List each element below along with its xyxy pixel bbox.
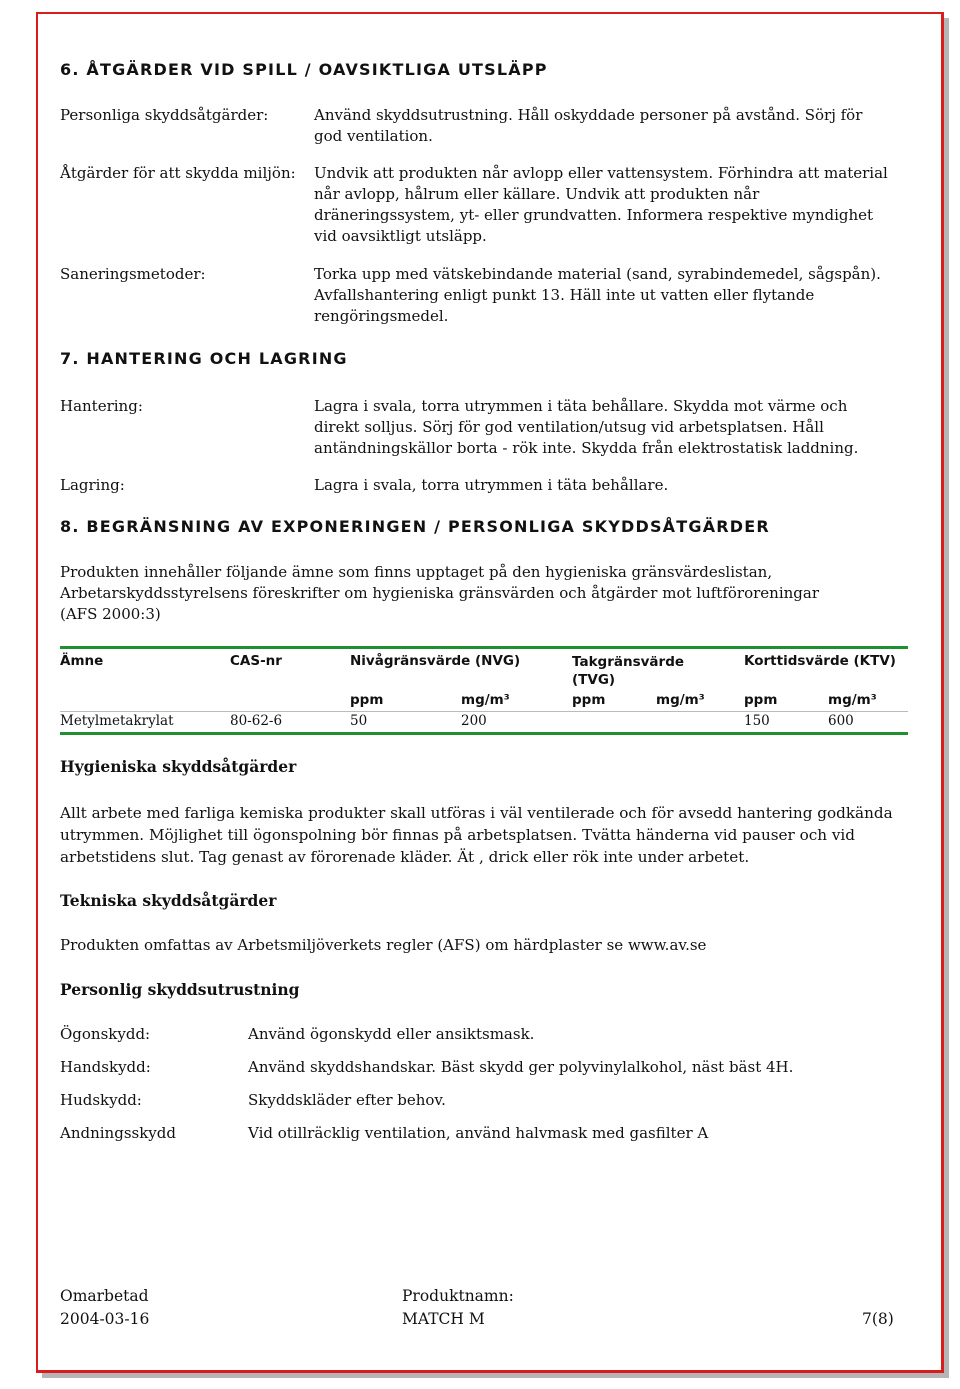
eye-protection-value: Använd ögonskydd eller ansiktsmask. (248, 1025, 535, 1043)
cell-nvg-mg: 200 (461, 713, 487, 729)
unit-mg-nvg: mg/m³ (461, 692, 510, 708)
personal-protection-text (314, 105, 862, 147)
storage-label: Lagring: (60, 476, 125, 494)
text-line: Avfallshantering enligt punkt 13. Häll inte ut vatten eller flytande (314, 286, 815, 304)
text-line: Lagra i svala, torra utrymmen i täta behållare. Skydda mot värme och (314, 397, 848, 415)
cell-ktv-ppm: 150 (744, 713, 770, 729)
ppe-heading: Personlig skyddsutrustning (60, 980, 300, 999)
environment-label: Åtgärder för att skydda miljön: (60, 164, 296, 182)
unit-mg-tvg: mg/m³ (656, 692, 705, 708)
table-header-ktv: Korttidsvärde (KTV) (744, 653, 896, 669)
technical-text: Produkten omfattas av Arbetsmiljöverkets regler (AFS) om härdplaster se www.av.se (60, 936, 707, 954)
unit-ppm-nvg: ppm (350, 692, 384, 708)
unit-ppm-ktv: ppm (744, 692, 778, 708)
respiratory-protection-value: Vid otillräcklig ventilation, använd halvmask med gasfilter A (248, 1124, 709, 1142)
cleanup-label: Saneringsmetoder: (60, 265, 206, 283)
hand-protection-value: Använd skyddshandskar. Bäst skydd ger polyvinylalkohol, näst bäst 4H. (248, 1058, 794, 1076)
hygiene-text (60, 802, 893, 868)
text-line: når avlopp, hålrum eller källare. Undvik att produkten når (314, 185, 760, 203)
storage-text: Lagra i svala, torra utrymmen i täta behållare. (314, 476, 669, 494)
text-line: Allt arbete med farliga kemiska produkter skall utföras i väl ventilerade och för avsedd hantering godkända (60, 804, 893, 822)
text-line: god ventilation. (314, 127, 433, 145)
text-line: rengöringsmedel. (314, 307, 449, 325)
text-line: utrymmen. Möjlighet till ögonspolning bör finnas på arbetsplatsen. Tvätta händerna vid pauser och vid (60, 826, 856, 844)
respiratory-protection-label: Andningsskydd (60, 1124, 176, 1142)
technical-heading: Tekniska skyddsåtgärder (60, 891, 277, 910)
table-header-nvg: Nivågränsvärde (NVG) (350, 653, 521, 669)
text-line: dräneringssystem, yt- eller grundvatten. Informera respektive myndighet (314, 206, 874, 224)
hand-protection-label: Handskydd: (60, 1058, 151, 1076)
table-header-tvg (572, 653, 684, 689)
skin-protection-label: Hudskydd: (60, 1091, 142, 1109)
cell-ktv-mg: 600 (828, 713, 854, 729)
text-line: Arbetarskyddsstyrelsens föreskrifter om hygieniska gränsvärden och åtgärder mot luftföroreningar (60, 584, 819, 602)
hygiene-heading: Hygieniska skyddsåtgärder (60, 757, 297, 776)
cleanup-text (314, 264, 881, 327)
section-8-heading: 8. BEGRÄNSNING AV EXPONERINGEN / PERSONLIGA SKYDDSÅTGÄRDER (60, 517, 770, 536)
text-line: Produkten innehåller följande ämne som finns upptaget på den hygieniska gränsvärdeslistan, (60, 563, 773, 581)
cell-substance: Metylmetakrylat (60, 713, 174, 729)
text-line: arbetstidens slut. Tag genast av förorenade kläder. Ät , drick eller rök inte under arbetet. (60, 848, 750, 866)
skin-protection-value: Skyddskläder efter behov. (248, 1091, 446, 1109)
cell-nvg-ppm: 50 (350, 713, 368, 729)
section-6-heading: 6. ÅTGÄRDER VID SPILL / OAVSIKTLIGA UTSLÄPP (60, 60, 548, 79)
section-7-heading: 7. HANTERING OCH LAGRING (60, 349, 348, 368)
footer-product-name: MATCH M (402, 1310, 485, 1328)
header-line: (TVG) (572, 672, 616, 688)
section-8-intro (60, 562, 819, 625)
footer-revised-date: 2004-03-16 (60, 1310, 150, 1328)
text-line: antändningskällor borta - rök inte. Skydda från elektrostatisk laddning. (314, 439, 859, 457)
table-header-cas: CAS-nr (230, 653, 282, 669)
table-top-rule (60, 646, 908, 649)
table-header-substance: Ämne (60, 653, 104, 669)
handling-label: Hantering: (60, 397, 143, 415)
footer-product-label: Produktnamn: (402, 1287, 514, 1305)
text-line: vid oavsiktligt utsläpp. (314, 227, 487, 245)
table-mid-rule (60, 711, 908, 712)
footer-page-number: 7(8) (862, 1310, 894, 1328)
text-line: (AFS 2000:3) (60, 605, 161, 623)
table-row (0, 713, 960, 733)
text-line: Använd skyddsutrustning. Håll oskyddade personer på avstånd. Sörj för (314, 106, 863, 124)
text-line: Torka upp med vätskebindande material (sand, syrabindemedel, sågspån). (314, 265, 881, 283)
eye-protection-label: Ögonskydd: (60, 1025, 151, 1043)
unit-ppm-tvg: ppm (572, 692, 606, 708)
cell-cas: 80-62-6 (230, 713, 283, 729)
header-line: Takgränsvärde (572, 654, 685, 670)
personal-protection-label: Personliga skyddsåtgärder: (60, 106, 269, 124)
table-bottom-rule (60, 732, 908, 735)
handling-text (314, 396, 858, 459)
text-line: direkt solljus. Sörj för god ventilation/utsug vid arbetsplatsen. Håll (314, 418, 824, 436)
unit-mg-ktv: mg/m³ (828, 692, 877, 708)
footer-revised-label: Omarbetad (60, 1287, 149, 1305)
environment-text (314, 163, 888, 247)
text-line: Undvik att produkten når avlopp eller vattensystem. Förhindra att material (314, 164, 888, 182)
